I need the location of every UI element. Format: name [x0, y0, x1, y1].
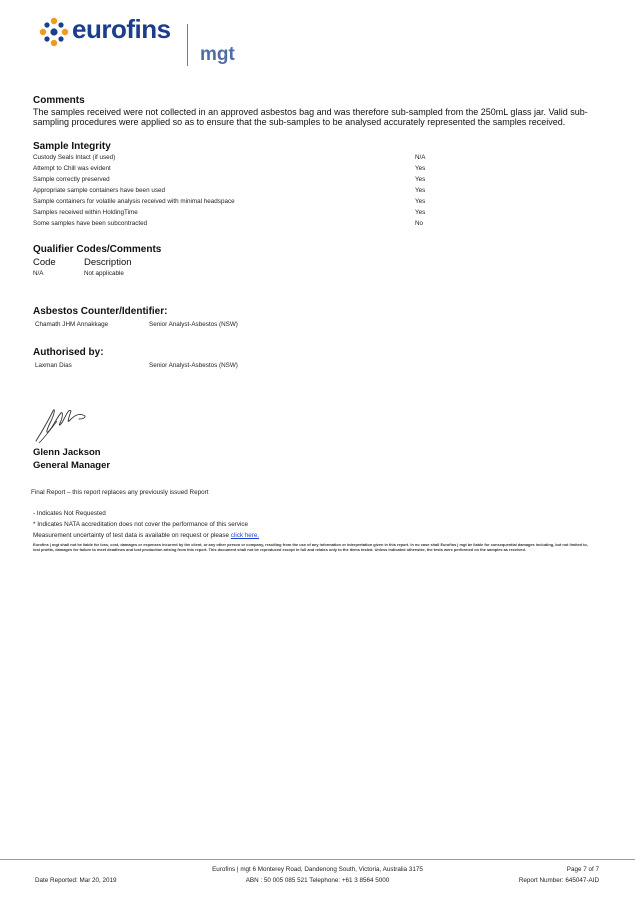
authorised-name: Laxman Dias	[35, 362, 72, 369]
integrity-value-preserved: Yes	[415, 176, 426, 183]
counter-name: Chamath JHM Annakkage	[35, 321, 109, 328]
authorised-role: Senior Analyst-Asbestos (NSW)	[149, 362, 238, 369]
footer-address: Eurofins | mgt 6 Monterey Road, Dandenong South, Victoria, Australia 3175	[212, 866, 423, 873]
qualifier-col-description: Description	[84, 257, 132, 268]
not-requested-note: - Indicates Not Requested	[33, 510, 106, 517]
final-report-note: Final Report – this report replaces any previously issued Report	[31, 489, 209, 496]
integrity-label-volatile: Sample containers for volatile analysis received with minimal headspace	[33, 198, 235, 205]
integrity-label-preserved: Sample correctly preserved	[33, 176, 110, 183]
nata-note: * Indicates NATA accreditation does not cover the performance of this service	[33, 521, 249, 528]
integrity-label-subcontracted: Some samples have been subcontracted	[33, 220, 148, 227]
footer-divider	[0, 859, 635, 860]
comments-heading: Comments	[33, 95, 85, 106]
sample-integrity-heading: Sample Integrity	[33, 141, 111, 152]
integrity-value-containers: Yes	[415, 187, 426, 194]
comments-text	[33, 108, 593, 127]
integrity-label-custody: Custody Seals Intact (if used)	[33, 154, 116, 161]
counter-heading: Asbestos Counter/Identifier:	[33, 306, 168, 317]
qualifier-row-code: N/A	[33, 270, 44, 277]
comments-line-1: The samples received were not collected in an approved asbestos bag and was therefore sub-sampled from the 250mL glass jar. Valid sub-	[33, 107, 588, 117]
qualifier-col-code: Code	[33, 257, 56, 268]
logo-wordmark: eurofins	[72, 14, 171, 44]
signatory-name: Glenn Jackson	[33, 447, 101, 458]
disclaimer-text: Eurofins | mgt shall not be liable for loss, cost, damages or expenses incurred by the client, or any other person or company, resulting from the use of any information or interpretation given in this report. In no case shall Eurofins | mgt be liable for consequential damages including, but not limited to, lost profits, damages for failure to meet deadlines and lost production arising from this report. This document shall not be reproduced except in full and relates only to the items tested. Unless indicated otherwise, the tests were performed on the samples as received.	[33, 542, 588, 552]
integrity-value-volatile: Yes	[415, 198, 426, 205]
signature-image	[33, 403, 91, 445]
comments-line-2: sampling procedures were applied so as to ensure that the sub-samples to be analysed accurately represented the samples received.	[33, 116, 566, 127]
integrity-label-chill: Attempt to Chill was evident	[33, 165, 111, 172]
uncertainty-text: Measurement uncertainty of test data is available on request or please	[33, 532, 231, 539]
eurofins-logo	[38, 14, 248, 70]
footer-abn: ABN : 50 005 085 521 Telephone: +61 3 8564 5000	[245, 877, 390, 884]
footer-report-number: Report Number: 645047-AID	[518, 877, 599, 884]
integrity-value-holdingtime: Yes	[415, 209, 426, 216]
integrity-value-subcontracted: No	[415, 220, 424, 227]
qualifier-heading: Qualifier Codes/Comments	[33, 244, 162, 255]
integrity-value-chill: Yes	[415, 165, 426, 172]
integrity-label-containers: Appropriate sample containers have been used	[33, 187, 165, 194]
logo-division: mgt	[200, 44, 235, 65]
counter-role: Senior Analyst-Asbestos (NSW)	[149, 321, 238, 328]
qualifier-row-description: Not applicable	[84, 270, 124, 277]
logo-divider	[187, 24, 188, 66]
eurofins-dots-icon	[38, 16, 70, 48]
integrity-label-holdingtime: Samples received within HoldingTime	[33, 209, 138, 216]
footer-date-reported: Date Reported: Mar 20, 2019	[35, 877, 117, 884]
click-here-link[interactable]: click here.	[230, 532, 260, 539]
footer-page-number: Page 7 of 7	[566, 866, 599, 873]
integrity-value-custody: N/A	[415, 154, 426, 161]
uncertainty-note	[33, 532, 259, 539]
signatory-title: General Manager	[33, 460, 111, 471]
authorised-heading: Authorised by:	[33, 347, 104, 358]
